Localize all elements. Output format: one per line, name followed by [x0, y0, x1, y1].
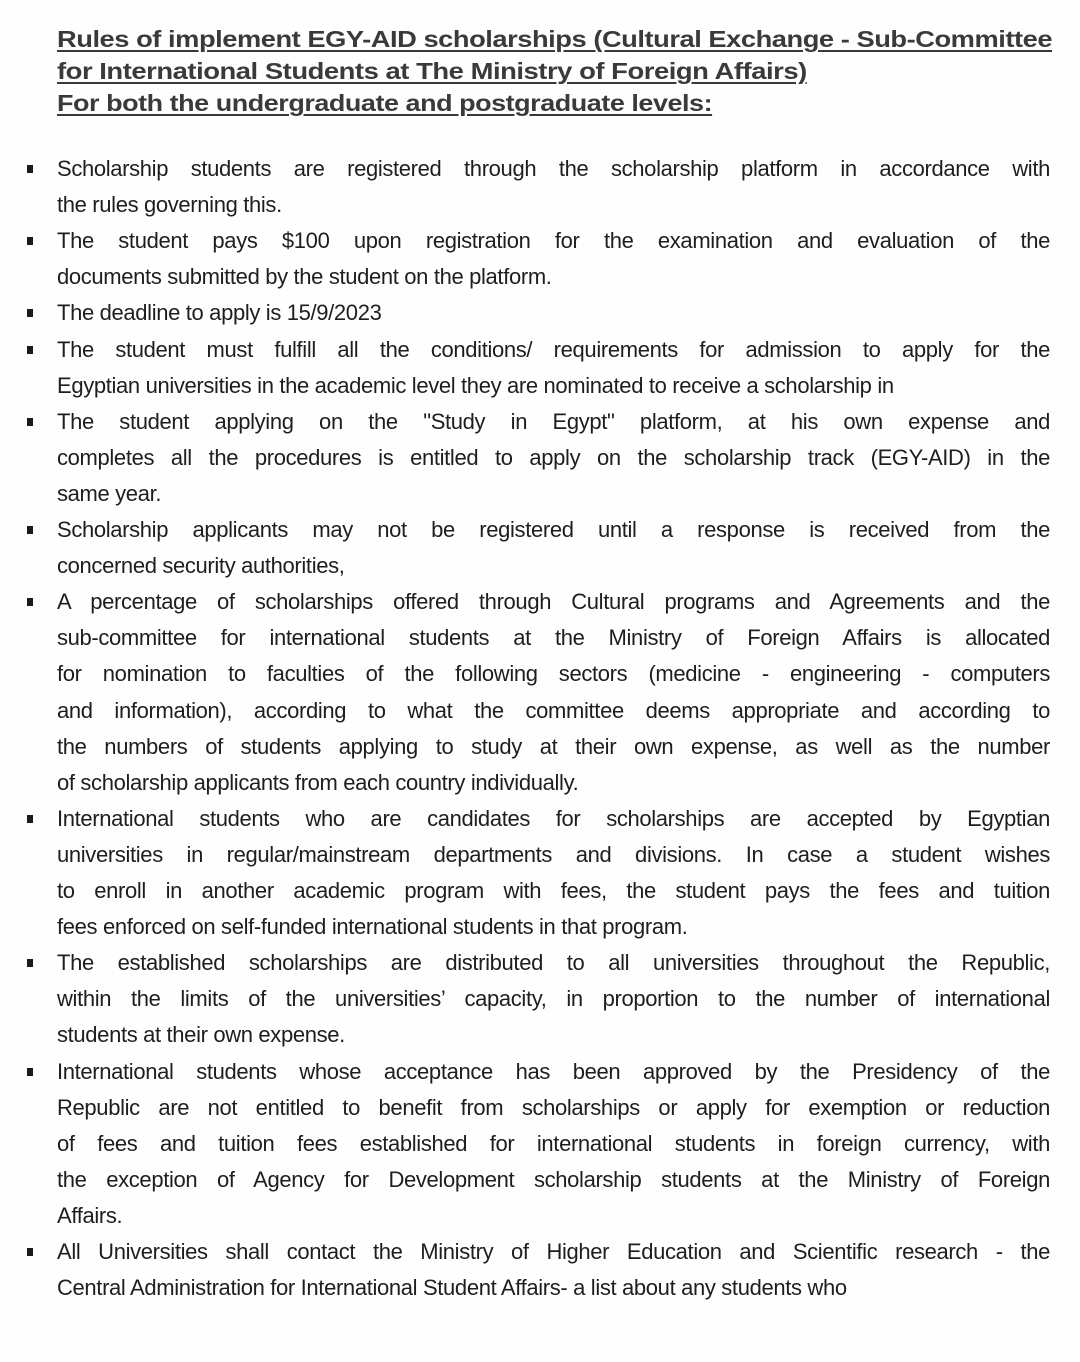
- list-item-text-line: The established scholarships are distributed to all universities throughout the Republic,: [57, 950, 1050, 976]
- square-bullet-icon: [27, 237, 33, 245]
- list-item-text-line: Affairs.: [57, 1202, 123, 1228]
- list-item-text-line: fees enforced on self-funded international students in that program.: [57, 914, 688, 940]
- list-item-text-line: completes all the procedures is entitled to apply on the scholarship track (EGY-AID) in the: [57, 444, 1050, 470]
- square-bullet-icon: [27, 959, 33, 967]
- list-item-text-line: Central Administration for International Student Affairs- a list about any students who: [57, 1275, 847, 1301]
- square-bullet-icon: [27, 526, 33, 534]
- list-item-text-line: All Universities shall contact the Ministry of Higher Education and Scientific research - the: [57, 1239, 1050, 1264]
- square-bullet-icon: [27, 1248, 33, 1256]
- list-item-text-line: Egyptian universities in the academic level they are nominated to receive a scholarship in: [57, 372, 894, 398]
- square-bullet-icon: [27, 346, 33, 354]
- list-item-text-line: to enroll in another academic program with fees, the student pays the fees and tuition: [57, 878, 1050, 903]
- square-bullet-icon: [27, 598, 33, 606]
- list-item-text-line: documents submitted by the student on the platform.: [57, 264, 552, 290]
- list-item-text-line: Scholarship students are registered through the scholarship platform in accordance with: [57, 156, 1050, 181]
- list-item-text-line: The deadline to apply is 15/9/2023: [57, 300, 382, 326]
- document-title-line: Rules of implement EGY-AID scholarships (Cultural Exchange - Sub-Committee: [57, 26, 1053, 52]
- list-item-text-line: International students who are candidates for scholarships are accepted by Egyptian: [57, 805, 1050, 831]
- list-item-text-line: same year.: [57, 480, 162, 506]
- document-title-line: For both the undergraduate and postgraduate levels:: [57, 90, 713, 116]
- square-bullet-icon: [27, 309, 33, 317]
- square-bullet-icon: [27, 165, 33, 173]
- list-item-text-line: The student must fulfill all the conditions/ requirements for admission to apply for the: [57, 336, 1050, 362]
- list-item-text-line: and information), according to what the committee deems appropriate and according to: [57, 697, 1050, 723]
- list-item-text-line: within the limits of the universities’ capacity, in proportion to the number of international: [57, 986, 1050, 1012]
- square-bullet-icon: [27, 1068, 33, 1076]
- list-item-text-line: for nomination to faculties of the following sectors (medicine - engineering - computers: [57, 661, 1050, 687]
- list-item-text-line: International students whose acceptance has been approved by the Presidency of the: [57, 1058, 1050, 1084]
- list-item-text-line: The student pays $100 upon registration for the examination and evaluation of the: [57, 228, 1050, 254]
- list-item-text-line: the rules governing this.: [57, 192, 282, 218]
- list-item-text-line: universities in regular/mainstream departments and divisions. In case a student wishes: [57, 841, 1050, 867]
- list-item-text-line: students at their own expense.: [57, 1022, 345, 1048]
- list-item-text-line: of fees and tuition fees established for international students in foreign currency, with: [57, 1130, 1050, 1156]
- list-item-text-line: Scholarship applicants may not be registered until a response is received from the: [57, 517, 1050, 542]
- list-item-text-line: the numbers of students applying to study at their own expense, as well as the number: [57, 733, 1050, 759]
- list-item-text-line: the exception of Agency for Development scholarship students at the Ministry of Foreign: [57, 1166, 1050, 1192]
- list-item-text-line: concerned security authorities,: [57, 553, 345, 579]
- document-title-line: for International Students at The Ministry of Foreign Affairs): [57, 58, 807, 84]
- square-bullet-icon: [27, 815, 33, 823]
- list-item-text-line: of scholarship applicants from each country individually.: [57, 769, 579, 795]
- list-item-text-line: sub-committee for international students at the Ministry of Foreign Affairs is allocated: [57, 625, 1050, 651]
- square-bullet-icon: [27, 418, 33, 426]
- list-item-text-line: The student applying on the "Study in Egypt" platform, at his own expense and: [57, 408, 1050, 434]
- list-item-text-line: A percentage of scholarships offered through Cultural programs and Agreements and the: [57, 589, 1050, 615]
- list-item-text-line: Republic are not entitled to benefit from scholarships or apply for exemption or reduction: [57, 1094, 1050, 1120]
